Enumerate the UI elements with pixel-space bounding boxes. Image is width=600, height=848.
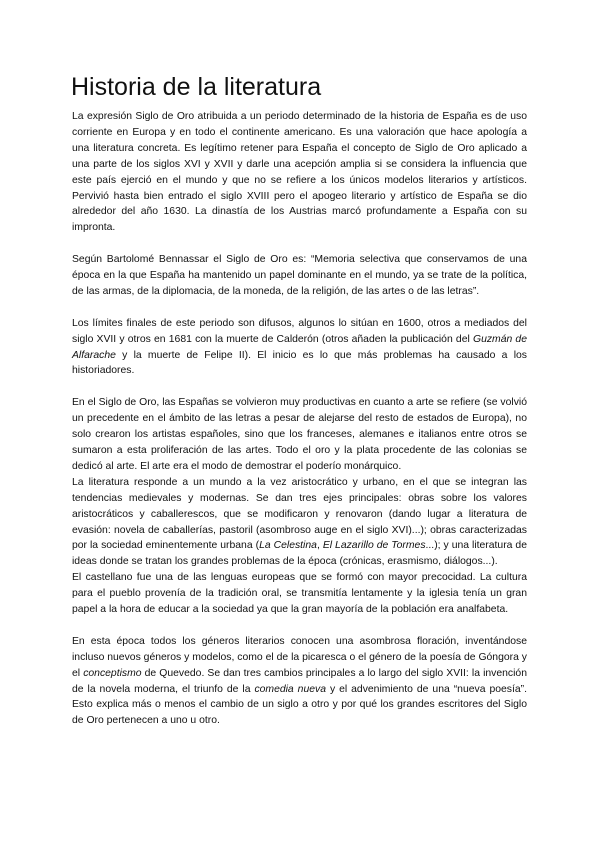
italic-title-celestina: La Celestina [259,540,317,552]
paragraph-arts-production: En el Siglo de Oro, las Españas se volvieron muy productivas en cuanto a arte se refiere (se volvió un precedente en el ámbito de las letras a pesar de alejarse del resto de estados de Europa), no solo crearon los artistas españoles, sino que los franceses, alemanes e italianos entre otros se sumaron a esta proliferación de las artes. Todo el oro y la plata procedente de las colonias se dedicó al arte. El arte era el modo de demostrar el poderío monárquico. [72,397,527,472]
italic-term-comedia-nueva: comedia nueva [254,683,326,695]
paragraph-literary-genres [72,634,527,729]
italic-term-conceptismo: conceptismo [83,667,142,679]
paragraph-castellano: El castellano fue una de las lenguas europeas que se formó con mayor precocidad. La cultura para el pueblo provenía de la tradición oral, se transmitía lentamente y la iglesia tenía un gran papel a la hora de educar a la sociedad ya que la gran mayoría de la población era analfabeta. [72,572,527,616]
text-run: y el advenimiento de una “nueva poesía”. Esto explica más o menos el cambio de un siglo a otro y por qué los grandes escritores del Siglo de Oro pertenecen a uno u otro. [72,683,527,727]
paragraph-siglo-de-oro-definition: La expresión Siglo de Oro atribuida a un periodo determinado de la historia de España es de uso corriente en Europa y en todo el continente americano. Es una valoración que hace apología a una literatura concreta. Es legítimo retener para España el concepto de Siglo de Oro aplicado a una parte de los siglos XVI y XVII y darle una acepción amplia si se considera la influencia que este país ejerció en el mundo y que no se refiere a los únicos modelos literarios y artísticos. Pervivió hasta bien entrado el siglo XVIII pero el apogeo literario y artístico de España se dio alrededor del año 1630. La dinastía de los Austrias marcó profundamente a España con su impronta. [72,111,527,234]
text-run: En esta época todos los géneros literarios conocen una asombrosa floración, inventándose incluso nuevos géneros y modelos, como el de la picaresca o el género de la poesía de Góngora y el [72,635,527,679]
text-run: La literatura responde a un mundo a la vez aristocrático y urbano, en el que se integran las tendencias medievales y modernas. Se dan tres ejes principales: obras sobre los valores aristocráticos y caballerescos, que se modificaron y renovaron (dando lugar a literatura de evasión: novela de caballerías, pastoril (asombroso auge en el siglo XVI)...); obras caracterizadas por la sociedad eminentemente urbana ( [72,476,527,552]
text-run: ...); y una literatura de ideas donde se tratan los grandes problemas de la época (crónicas, erasmismo, diálogos...). [72,540,527,568]
text-run: de Quevedo. Se dan tres cambios principales a lo largo del siglo XVII: la invención de la novela moderna, el triunfo de la [72,667,527,695]
document-body [72,109,527,729]
paragraph-bennassar-quote: Según Bartolomé Bennassar el Siglo de Oro es: “Memoria selectiva que conservamos de una época en la que España ha mantenido un papel dominante en el mundo, ya se trate de la política, de las armas, de la diplomacia, de la moneda, de la religión, de las artes o de las letras”. [72,254,527,297]
paragraph-period-limits [72,316,527,380]
italic-title-guzman: Guzmán de Alfarache [72,333,527,361]
italic-title-lazarillo: El Lazarillo de Tormes [322,540,426,552]
paragraph-literature-axes [72,475,527,570]
page-title: Historia de la literatura [71,73,322,101]
text-run: , [316,540,323,552]
text-run: Los límites finales de este periodo son difusos, algunos lo sitúan en 1600, otros a mediados del siglo XVII y otros en 1681 con la muerte de Calderón (otros añaden la publicación del [72,317,527,345]
text-run: y la muerte de Felipe II). El inicio es lo que más problemas ha causado a los historiadores. [72,349,527,377]
